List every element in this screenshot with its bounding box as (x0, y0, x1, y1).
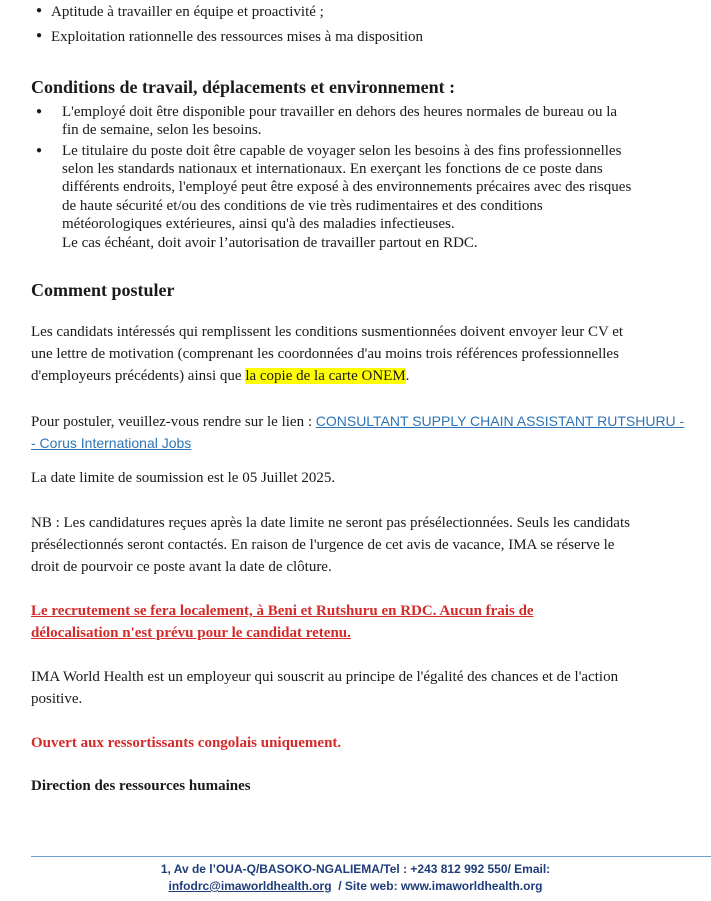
link-intro-line (31, 410, 684, 433)
signature: Direction des ressources humaines (31, 778, 251, 794)
footer-address: 1, Av de l’OUA-Q/BASOKO-NGALIEMA/Tel : +243 812 992 550/ Email: (160, 862, 551, 876)
nationality-notice: Ouvert aux ressortissants congolais uniquement. (31, 735, 342, 751)
recruitment-notice-line: Le recrutement se fera localement, à Beni et Rutshuru en RDC. Aucun frais de (31, 603, 534, 619)
recruitment-notice-line: délocalisation n'est prévu pour le candidat retenu. (31, 625, 351, 641)
apply-paragraph-line: Les candidats intéressés qui remplissent les conditions susmentionnées doivent envoyer leur CV et (31, 324, 624, 340)
link-line2 (31, 432, 191, 455)
nb-line: présélectionnés seront contactés. En raison de l'urgence de cet avis de vacance, IMA se réserve le (31, 537, 615, 553)
section-heading-conditions: Conditions de travail, déplacements et environnement : (31, 77, 456, 97)
apply-paragraph-line: une lettre de motivation (comprenant les coordonnées d'au moins trois références professionnelles (31, 346, 619, 362)
job-link[interactable]: CONSULTANT SUPPLY CHAIN ASSISTANT RUTSHURU - (315, 413, 685, 429)
footer-site-label: / Site web: (331, 879, 401, 893)
bullet-text: Aptitude à travailler en équipe et proactivité ; (51, 4, 324, 20)
bullet-text: Exploitation rationnelle des ressources mises à ma disposition (51, 29, 424, 45)
deadline-text: La date limite de soumission est le 05 Juillet 2025. (31, 470, 336, 486)
job-link-continued[interactable]: - Corus International Jobs (31, 435, 192, 451)
nb-line: droit de pourvoir ce poste avant la date de clôture. (31, 559, 332, 575)
footer-divider (31, 856, 711, 857)
conditions-bullet2-line: Le titulaire du poste doit être capable de voyager selon les besoins à des fins professionnelles (62, 143, 622, 159)
bullet-dot: ● (36, 106, 43, 117)
apply-paragraph-text: d'employeurs précédents) ainsi que (31, 368, 246, 384)
apply-paragraph-line (31, 365, 409, 387)
bullet-dot: ● (36, 5, 43, 16)
conditions-extra-line: Le cas échéant, doit avoir l’autorisation de travailler partout en RDC. (62, 235, 478, 251)
equal-opportunity-line: IMA World Health est un employeur qui souscrit au principe de l'égalité des chances et de l'action (31, 669, 619, 685)
conditions-bullet2-line: météorologiques extérieures, ainsi qu'à des maladies infectieuses. (62, 216, 455, 232)
conditions-bullet1-line: fin de semaine, selon les besoins. (62, 122, 262, 138)
bullet-dot: ● (36, 30, 43, 41)
conditions-bullet2-line: différents endroits, l'employé peut être exposé à des environnements précaires avec des risques (62, 179, 632, 195)
footer-email-link[interactable]: infodrc@imaworldhealth.org (168, 879, 332, 893)
nb-line: NB : Les candidatures reçues après la date limite ne seront pas présélectionnées. Seuls les candidats (31, 515, 630, 531)
section-heading-apply: Comment postuler (31, 280, 175, 300)
conditions-bullet1-line: L'employé doit être disponible pour travailler en dehors des heures normales de bureau ou la (62, 104, 618, 120)
conditions-bullet2-line: de haute sécurité et/ou des conditions de vie très rudimentaires et des conditions (62, 198, 543, 214)
footer-site-link[interactable]: www.imaworldhealth.org (400, 879, 543, 893)
apply-paragraph-text: . (405, 368, 410, 384)
onem-highlight: la copie de la carte ONEM (245, 368, 406, 384)
conditions-bullet2-line: selon les standards nationaux et internationaux. En exerçant les fonctions de ce poste dans (62, 161, 603, 177)
footer-contact (0, 878, 711, 895)
link-intro-text: Pour postuler, veuillez-vous rendre sur le lien : (31, 414, 316, 430)
equal-opportunity-line: positive. (31, 691, 83, 707)
bullet-dot: ● (36, 145, 43, 156)
